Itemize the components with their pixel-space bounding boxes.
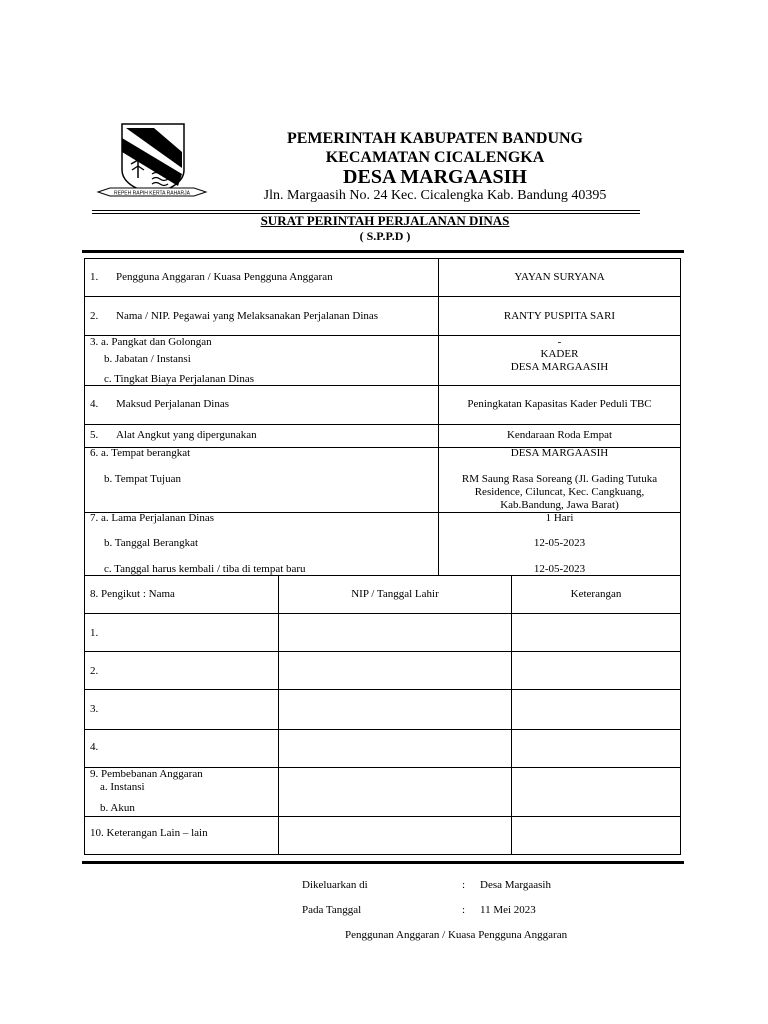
row-10-note-cell bbox=[511, 816, 681, 855]
row-7b-value: 12-05-2023 bbox=[533, 537, 586, 549]
row-6b-label: b. Tempat Tujuan bbox=[104, 473, 181, 485]
row-3b-value-line2: DESA MARGAASIH bbox=[510, 361, 609, 373]
row-7a-value: 1 Hari bbox=[545, 512, 574, 524]
row-7b-label: b. Tanggal Berangkat bbox=[104, 537, 199, 549]
row-3a-label: 3. a. Pangkat dan Golongan bbox=[90, 336, 212, 348]
issued-at-colon: : bbox=[462, 879, 466, 891]
follower-number: 2. bbox=[90, 665, 99, 677]
row-2-number: 2. bbox=[90, 310, 99, 322]
column-header-keterangan: Keterangan bbox=[570, 588, 622, 600]
letterhead-village: DESA MARGAASIH bbox=[343, 166, 527, 188]
row-4-value: Peningkatan Kapasitas Kader Peduli TBC bbox=[467, 398, 652, 410]
issued-date-colon: : bbox=[462, 904, 466, 916]
letterhead-divider bbox=[92, 210, 640, 211]
row-9a-label: a. Instansi bbox=[100, 781, 145, 793]
row-5-number: 5. bbox=[90, 429, 99, 441]
follower-row bbox=[84, 613, 279, 652]
follower-row bbox=[278, 729, 512, 768]
table-bottom-rule bbox=[82, 861, 684, 864]
row-7c-label: c. Tanggal harus kembali / tiba di tempat baru bbox=[104, 563, 306, 575]
issued-date-label: Pada Tanggal bbox=[302, 904, 362, 916]
row-2-label: Nama / NIP. Pegawai yang Melaksanakan Perjalanan Dinas bbox=[116, 310, 379, 322]
row-5-value: Kendaraan Roda Empat bbox=[506, 429, 613, 441]
row-4-label: Maksud Perjalanan Dinas bbox=[116, 398, 230, 410]
row-6b-value: RM Saung Rasa Soreang (Jl. Gading Tutuka bbox=[461, 473, 658, 485]
row-7c-value: 12-05-2023 bbox=[533, 563, 586, 575]
letterhead-government: PEMERINTAH KABUPATEN BANDUNG bbox=[286, 130, 583, 147]
issued-date-value: 11 Mei 2023 bbox=[480, 904, 536, 916]
follower-row bbox=[84, 689, 279, 730]
row-2-value: RANTY PUSPITA SARI bbox=[503, 310, 616, 322]
row-1-label: Pengguna Anggaran / Kuasa Pengguna Anggaran bbox=[116, 271, 333, 283]
row-3a-value: - bbox=[557, 336, 562, 348]
row-9-note-cell bbox=[511, 767, 681, 817]
signer-title: Penggunan Anggaran / Kuasa Pengguna Anggaran bbox=[345, 929, 568, 941]
follower-row bbox=[511, 729, 681, 768]
letterhead-address: Jln. Margaasih No. 24 Kec. Cicalengka Kab. Bandung 40395 bbox=[263, 188, 607, 203]
row-5-label: Alat Angkut yang dipergunakan bbox=[116, 429, 257, 441]
follower-row bbox=[511, 613, 681, 652]
row-1-number: 1. bbox=[90, 271, 99, 283]
row-1-value: YAYAN SURYANA bbox=[514, 271, 605, 283]
document-subtitle: ( S.P.P.D ) bbox=[359, 229, 411, 243]
follower-row bbox=[511, 651, 681, 690]
row-6a-label: 6. a. Tempat berangkat bbox=[90, 447, 191, 459]
row-6a-value: DESA MARGAASIH bbox=[510, 447, 609, 459]
letterhead-district: KECAMATAN CICALENGKA bbox=[325, 149, 545, 166]
logo-motto: REPEH RAPIH KERTA RAHARJA bbox=[114, 190, 190, 197]
row-4-number: 4. bbox=[90, 398, 99, 410]
table-top-rule bbox=[82, 250, 684, 253]
issued-at-value: Desa Margaasih bbox=[480, 879, 551, 891]
document-title: SURAT PERINTAH PERJALANAN DINAS bbox=[260, 213, 510, 228]
follower-row bbox=[278, 689, 512, 730]
regency-coat-of-arms-icon bbox=[96, 122, 208, 202]
follower-row bbox=[84, 729, 279, 768]
row-3c-label: c. Tingkat Biaya Perjalanan Dinas bbox=[104, 373, 255, 385]
row-10-value-cell bbox=[278, 816, 512, 855]
row-9b-label: b. Akun bbox=[100, 802, 135, 814]
issued-at-label: Dikeluarkan di bbox=[302, 879, 368, 891]
follower-number: 1. bbox=[90, 627, 99, 639]
column-header-nip: NIP / Tanggal Lahir bbox=[351, 588, 439, 600]
follower-row bbox=[84, 651, 279, 690]
row-6b-value-line2: Residence, Ciluncat, Kec. Cangkuang, bbox=[474, 486, 645, 498]
row-3b-value: KADER bbox=[540, 348, 579, 360]
row-6b-value-line3: Kab.Bandung, Jawa Barat) bbox=[500, 499, 619, 511]
row-7a-label: 7. a. Lama Perjalanan Dinas bbox=[90, 512, 215, 524]
row-9-value-cell bbox=[278, 767, 512, 817]
follower-row bbox=[511, 689, 681, 730]
follower-row bbox=[278, 651, 512, 690]
row-3b-label: b. Jabatan / Instansi bbox=[104, 353, 191, 365]
follower-number: 4. bbox=[90, 741, 99, 753]
follower-number: 3. bbox=[90, 703, 99, 715]
row-10-label: 10. Keterangan Lain – lain bbox=[90, 827, 208, 839]
row-9-label: 9. Pembebanan Anggaran bbox=[90, 768, 203, 780]
follower-row bbox=[278, 613, 512, 652]
row-8-label: 8. Pengikut : Nama bbox=[90, 588, 175, 600]
